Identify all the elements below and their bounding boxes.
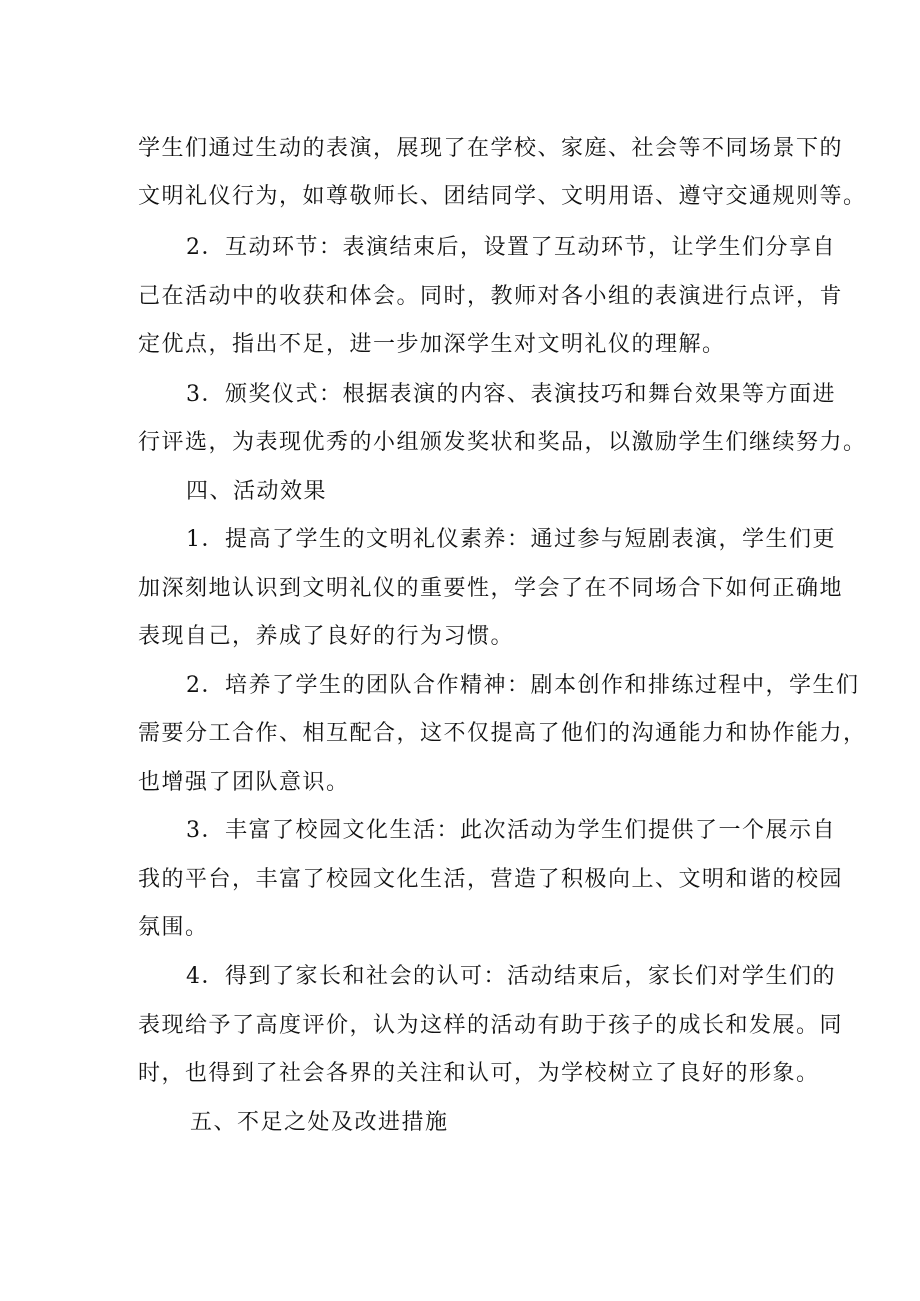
paragraph-line: 表现自己，养成了良好的行为习惯。 xyxy=(138,624,515,649)
paragraph-line: 我的平台，丰富了校园文化生活，营造了积极向上、文明和谐的校园 xyxy=(138,867,844,892)
paragraph-line: 行评选，为表现优秀的小组颁发奖状和奖品，以激励学生们继续努力。 xyxy=(138,430,867,455)
paragraph-line: 也增强了团队意识。 xyxy=(138,770,350,795)
paragraph-line: 时，也得到了社会各界的关注和认可，为学校树立了良好的形象。 xyxy=(138,1061,820,1086)
paragraph-line: 定优点，指出不足，进一步加深学生对文明礼仪的理解。 xyxy=(138,332,726,357)
paragraph-line: 加深刻地认识到文明礼仪的重要性，学会了在不同场合下如何正确地 xyxy=(138,576,844,601)
paragraph-line: 己在活动中的收获和体会。同时，教师对各小组的表演进行点评，肯 xyxy=(138,284,844,309)
paragraph-line: 1．提高了学生的文明礼仪素养：通过参与短剧表演，学生们更 xyxy=(186,527,836,552)
paragraph-line: 2．培养了学生的团队合作精神：剧本创作和排练过程中，学生们 xyxy=(186,673,860,698)
paragraph-line: 学生们通过生动的表演，展现了在学校、家庭、社会等不同场景下的 xyxy=(138,136,844,161)
paragraph-line: 3．丰富了校园文化生活：此次活动为学生们提供了一个展示自 xyxy=(186,818,836,843)
paragraph-line: 表现给予了高度评价，认为这样的活动有助于孩子的成长和发展。同 xyxy=(138,1013,844,1038)
section-heading: 四、活动效果 xyxy=(186,479,328,504)
paragraph-line: 需要分工合作、相互配合，这不仅提高了他们的沟通能力和协作能力， xyxy=(138,721,867,746)
paragraph-line: 文明礼仪行为，如尊敬师长、团结同学、文明用语、遵守交通规则等。 xyxy=(138,184,867,209)
paragraph-line: 4．得到了家长和社会的认可：活动结束后，家长们对学生们的 xyxy=(186,964,836,989)
paragraph-line: 3．颁奖仪式：根据表演的内容、表演技巧和舞台效果等方面进 xyxy=(186,382,836,407)
paragraph-line: 2．互动环节：表演结束后，设置了互动环节，让学生们分享自 xyxy=(186,235,836,260)
paragraph-line: 氛围。 xyxy=(138,915,209,940)
section-heading: 五、不足之处及改进措施 xyxy=(190,1110,449,1135)
